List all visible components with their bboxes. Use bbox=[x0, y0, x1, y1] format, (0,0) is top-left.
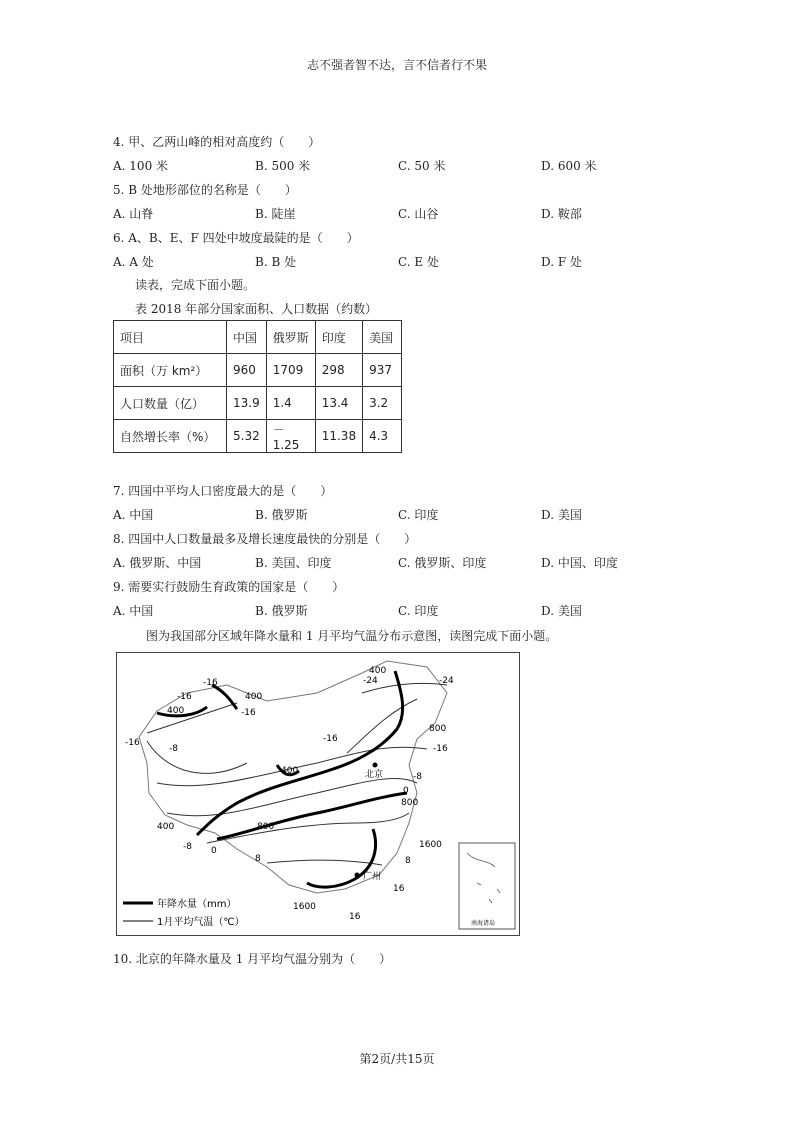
map-label: 北京 bbox=[365, 770, 384, 780]
q6-option-a: A. A 处 bbox=[113, 255, 154, 269]
q7-option-c: C. 印度 bbox=[398, 508, 439, 522]
map-label: -16 bbox=[323, 734, 338, 744]
table-row bbox=[114, 387, 402, 420]
q4-option-a: A. 100 米 bbox=[113, 159, 169, 173]
table-header-cell: 项目 bbox=[114, 321, 227, 354]
map-label: 1600 bbox=[419, 840, 442, 850]
table-intro-text: 读表，完成下面小题。 bbox=[135, 278, 256, 292]
q8-option-b: B. 美国、印度 bbox=[255, 556, 332, 570]
map-label: -24 bbox=[363, 676, 378, 686]
map-intro-text: 图为我国部分区域年降水量和 1 月平均气温分布示意图，读图完成下面小题。 bbox=[146, 629, 558, 643]
map-label: 800 bbox=[429, 724, 447, 734]
map-label: -8 bbox=[183, 842, 192, 852]
page-footer: 第2页/共15页 bbox=[359, 1052, 435, 1066]
guangzhou-dot bbox=[355, 873, 360, 878]
table-cell: －1.25 bbox=[266, 420, 315, 453]
map-label: -16 bbox=[125, 738, 140, 748]
q4-option-c: C. 50 米 bbox=[398, 159, 446, 173]
map-label: 400 bbox=[245, 692, 263, 702]
map-label: -8 bbox=[413, 772, 422, 782]
map-label: -16 bbox=[241, 708, 256, 718]
q7-option-b: B. 俄罗斯 bbox=[255, 508, 308, 522]
isotherm-line bbox=[147, 703, 237, 733]
question-10-stem: 10. 北京的年降水量及 1 月平均气温分别为（ ） bbox=[113, 952, 392, 966]
population-data-table bbox=[113, 320, 402, 453]
map-label: 8 bbox=[405, 856, 411, 866]
page-header-motto: 志不强者智不达，言不信者行不果 bbox=[306, 58, 487, 72]
table-cell: 13.9 bbox=[227, 387, 267, 420]
table-cell: 11.38 bbox=[315, 420, 362, 453]
question-4-stem: 4. 甲、乙两山峰的相对高度约（ ） bbox=[113, 135, 321, 149]
map-label: 0 bbox=[403, 786, 409, 796]
table-cell: 4.3 bbox=[363, 420, 402, 453]
isotherm-line bbox=[207, 813, 409, 843]
table-cell: 自然增长率（%） bbox=[114, 420, 227, 453]
q7-option-a: A. 中国 bbox=[113, 508, 154, 522]
table-cell: 5.32 bbox=[227, 420, 267, 453]
table-cell: 3.2 bbox=[363, 387, 402, 420]
inset-caption: 南海诸岛 bbox=[471, 920, 496, 927]
map-label: -24 bbox=[439, 676, 454, 686]
table-cell: 面积（万 km²） bbox=[114, 354, 227, 387]
map-label: 400 bbox=[167, 706, 185, 716]
q6-option-d: D. F 处 bbox=[541, 255, 582, 269]
map-label: -8 bbox=[169, 744, 178, 754]
table-row bbox=[114, 420, 402, 453]
legend-precip-label: 年降水量（mm） bbox=[157, 899, 237, 910]
map-label: 16 bbox=[349, 912, 361, 922]
table-cell: 1709 bbox=[266, 354, 315, 387]
beijing-dot bbox=[373, 763, 378, 768]
q8-option-a: A. 俄罗斯、中国 bbox=[113, 556, 202, 570]
climate-map-svg bbox=[117, 653, 519, 935]
q5-option-d: D. 鞍部 bbox=[541, 207, 582, 221]
q5-option-a: A. 山脊 bbox=[113, 207, 154, 221]
table-header-cell: 印度 bbox=[315, 321, 362, 354]
q9-option-c: C. 印度 bbox=[398, 604, 439, 618]
isohyet-line bbox=[212, 685, 237, 709]
q6-option-c: C. E 处 bbox=[398, 255, 439, 269]
isotherm-line bbox=[147, 741, 247, 773]
legend-temp-label: 1月平均气温（℃） bbox=[157, 917, 245, 928]
q9-option-d: D. 美国 bbox=[541, 604, 582, 618]
map-label: 400 bbox=[157, 822, 175, 832]
map-label: 1600 bbox=[293, 902, 316, 912]
table-header-cell: 俄罗斯 bbox=[266, 321, 315, 354]
q8-option-d: D. 中国、印度 bbox=[541, 556, 618, 570]
table-row bbox=[114, 354, 402, 387]
q6-option-b: B. B 处 bbox=[255, 255, 297, 269]
climate-map-figure bbox=[116, 652, 520, 936]
q4-option-b: B. 500 米 bbox=[255, 159, 311, 173]
map-label: -16 bbox=[177, 692, 192, 702]
question-8-stem: 8. 四国中人口数量最多及增长速度最快的分别是（ ） bbox=[113, 532, 417, 546]
map-label: -16 bbox=[203, 678, 218, 688]
q4-option-d: D. 600 米 bbox=[541, 159, 597, 173]
table-cell: 937 bbox=[363, 354, 402, 387]
map-label: 0 bbox=[211, 846, 217, 856]
q5-option-c: C. 山谷 bbox=[398, 207, 439, 221]
table-header-row bbox=[114, 321, 402, 354]
map-label: 800 bbox=[257, 822, 275, 832]
south-china-sea-inset bbox=[459, 843, 515, 929]
question-7-stem: 7. 四国中平均人口密度最大的是（ ） bbox=[113, 484, 333, 498]
table-cell: 1.4 bbox=[266, 387, 315, 420]
table-caption: 表 2018 年部分国家面积、人口数据（约数） bbox=[135, 302, 378, 316]
map-label: 16 bbox=[393, 884, 405, 894]
table-header-cell: 中国 bbox=[227, 321, 267, 354]
map-label: 400 bbox=[281, 766, 299, 776]
table-cell: 298 bbox=[315, 354, 362, 387]
q5-option-b: B. 陡崖 bbox=[255, 207, 296, 221]
q8-option-c: C. 俄罗斯、印度 bbox=[398, 556, 487, 570]
table-cell: 13.4 bbox=[315, 387, 362, 420]
map-label: 8 bbox=[255, 854, 261, 864]
q7-option-d: D. 美国 bbox=[541, 508, 582, 522]
map-label: -16 bbox=[433, 744, 448, 754]
map-label: 800 bbox=[401, 798, 419, 808]
question-6-stem: 6. A、B、E、F 四处中坡度最陡的是（ ） bbox=[113, 231, 359, 245]
table-header-cell: 美国 bbox=[363, 321, 402, 354]
question-5-stem: 5. B 处地形部位的名称是（ ） bbox=[113, 183, 297, 197]
map-label: 广州 bbox=[363, 872, 382, 882]
isotherm-line bbox=[267, 860, 382, 865]
map-label: 400 bbox=[369, 666, 387, 676]
table-cell: 960 bbox=[227, 354, 267, 387]
question-9-stem: 9. 需要实行鼓励生育政策的国家是（ ） bbox=[113, 580, 345, 594]
q9-option-b: B. 俄罗斯 bbox=[255, 604, 308, 618]
table-cell: 人口数量（亿） bbox=[114, 387, 227, 420]
q9-option-a: A. 中国 bbox=[113, 604, 154, 618]
